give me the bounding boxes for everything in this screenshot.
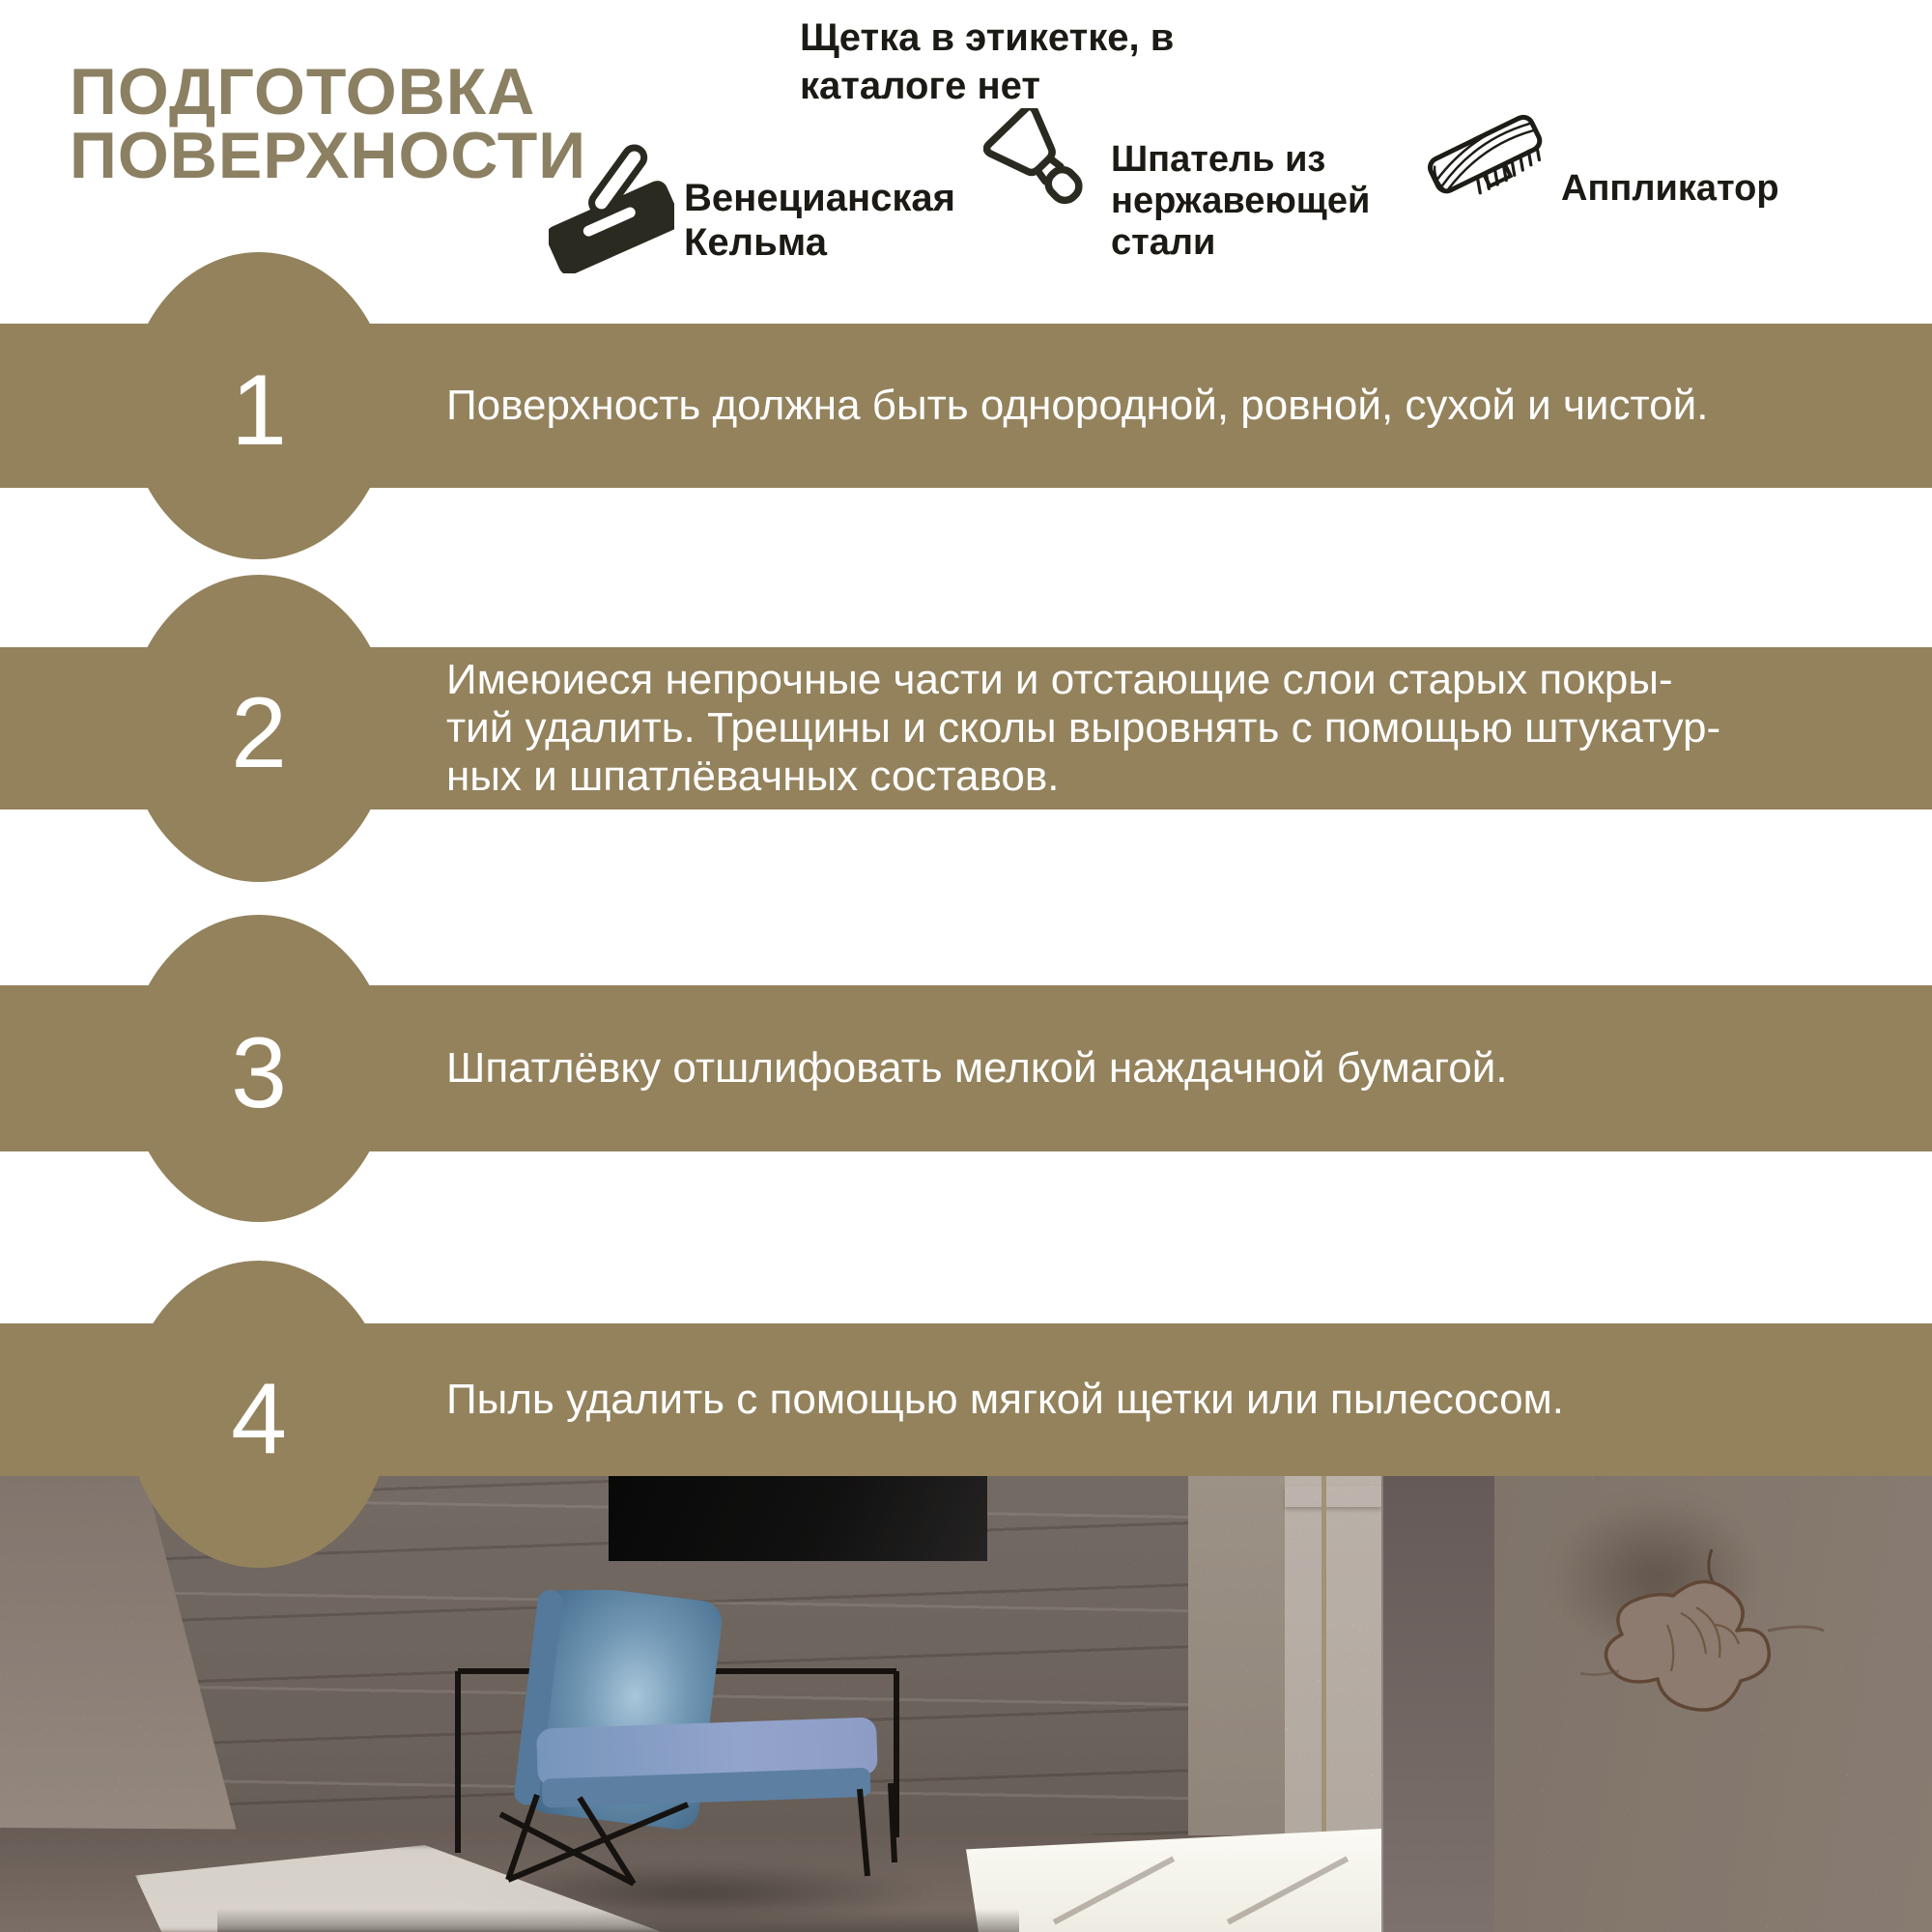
blue-armchair (444, 1590, 908, 1889)
applicator-label-line-1: Аппликатор (1561, 168, 1779, 209)
step-2-line-2: тий удалить. Трещины и сколы выровнять с помощью штукатур- (446, 704, 1721, 752)
step-2-badge (128, 575, 390, 882)
step-4-number: 4 (231, 1363, 287, 1475)
step-1-text (446, 324, 1903, 488)
step-2-line-1: Имеюиеся непрочные части и отстающие слои старых покры- (446, 656, 1673, 703)
step-4-line-1: Пыль удалить с помощью мягкой щетки или пылесосом. (446, 1376, 1565, 1423)
spatula-label-line-3: стали (1111, 222, 1216, 263)
step-1-number: 1 (231, 355, 287, 467)
applicator-label (1561, 166, 1779, 211)
catalog-note-line-1: Щетка в этикетке, в (800, 16, 1175, 59)
step-3-line-1: Шпатлёвку отшлифовать мелкой наждачной бумагой. (446, 1044, 1508, 1092)
step-2-number: 2 (231, 677, 287, 789)
spatula-label-line-1: Шпатель из (1111, 139, 1326, 180)
step-1-badge (128, 252, 390, 559)
step-1-line-1: Поверхность должна быть однородной, ровной, сухой и чистой. (446, 382, 1709, 429)
step-3-badge (128, 915, 390, 1222)
catalog-note (800, 14, 1174, 110)
venetian-trowel-label (684, 176, 955, 265)
page-title-line-1: ПОДГОТОВКА (70, 55, 536, 128)
spatula-icon (983, 108, 1099, 219)
dark-corner-wall (1381, 1476, 1494, 1932)
step-2-line-3: ных и шпатлёвачных составов. (446, 753, 1060, 800)
page-title-line-2: ПОВЕРХНОСТИ (70, 119, 587, 192)
spatula-label-line-2: нержавеющей (1111, 181, 1371, 221)
step-3-number: 3 (231, 1017, 287, 1129)
venetian-trowel-icon (549, 133, 674, 278)
page-title (70, 55, 587, 192)
venetian-trowel-label-line-1: Венецианская (684, 177, 955, 219)
spatula-label (1111, 139, 1370, 264)
venetian-trowel-label-line-2: Кельма (684, 221, 827, 264)
frame-shadow-1 (1053, 1856, 1175, 1924)
step-3-text (446, 985, 1903, 1151)
floor-front-edge (217, 1909, 1019, 1932)
applicator-icon (1422, 106, 1557, 217)
step-4-text (446, 1323, 1903, 1476)
step-4-badge (128, 1261, 390, 1568)
catalog-note-line-2: каталоге нет (800, 65, 1040, 107)
step-2-text (446, 647, 1903, 810)
frame-shadow-2 (1227, 1856, 1349, 1924)
